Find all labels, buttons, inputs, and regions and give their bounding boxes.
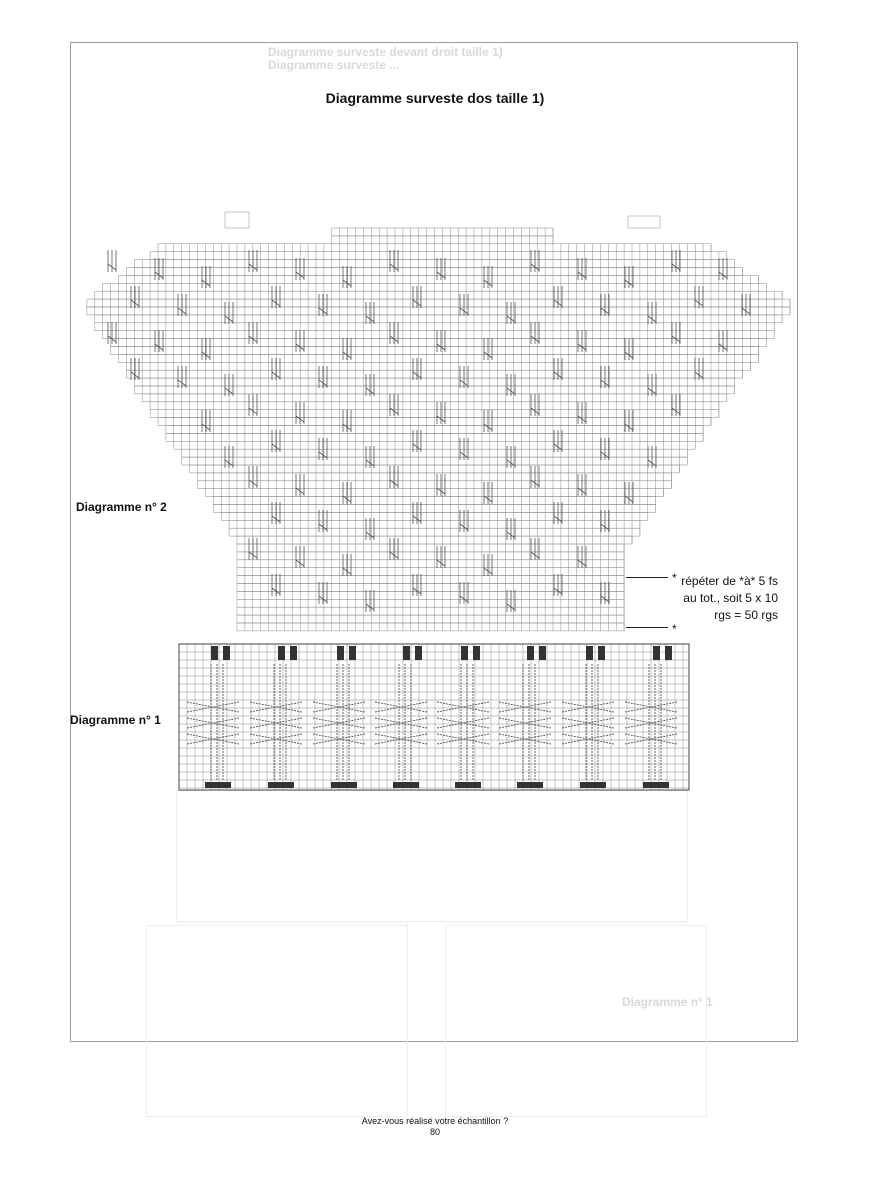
bleedthrough-title: Diagramme surveste devant droit taille 1) xyxy=(268,45,503,59)
repeat-note-line-1: répéter de *à* 5 fs xyxy=(681,574,778,588)
repeat-note-line-3: rgs = 50 rgs xyxy=(714,608,778,622)
repeat-note-line-2: au tot., soit 5 x 10 xyxy=(683,591,778,605)
page-number: 80 xyxy=(429,1127,440,1137)
repeat-marker-top-line xyxy=(626,577,668,578)
diagram-1-label: Diagramme n° 1 xyxy=(70,713,161,727)
repeat-note xyxy=(672,573,778,624)
diagram-2-grid xyxy=(87,212,790,631)
bleedthrough-subtitle: Diagramme surveste ... xyxy=(268,58,400,72)
page-title: Diagramme surveste dos taille 1) xyxy=(325,90,545,106)
diagram-1-grid xyxy=(179,644,689,790)
bleedthrough-label: Diagramme n° 1 xyxy=(622,995,713,1009)
repeat-marker-top-star: * xyxy=(672,571,677,585)
footer-question: Avez-vous réalisé votre échantillon ? xyxy=(361,1116,509,1126)
repeat-marker-bottom-star: * xyxy=(672,622,677,636)
repeat-marker-bottom-line xyxy=(626,627,668,628)
diagram-2-label: Diagramme n° 2 xyxy=(76,500,167,514)
